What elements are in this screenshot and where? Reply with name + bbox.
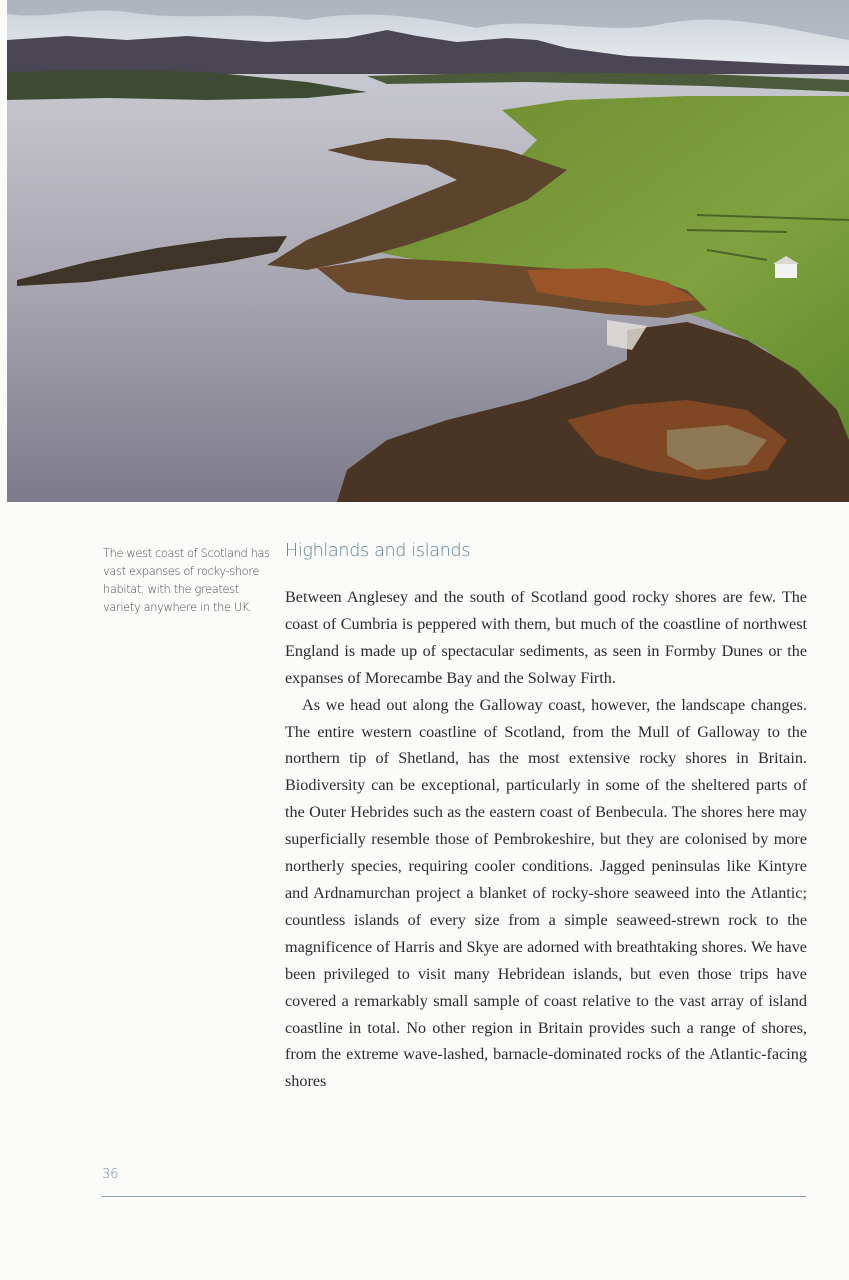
section-title: Highlands and islands xyxy=(285,541,471,561)
coastline-illustration xyxy=(7,0,849,502)
footer-rule xyxy=(102,1196,806,1197)
paragraph: As we head out along the Galloway coast, however, the landscape changes. The entire western coastline of Scotland, from the Mull of Galloway to the northern tip of Shetland, has the most extensive rocky shores in Britain. Biodiversity can be exceptional, particularly in some of the sheltered parts of the Outer Hebrides such as the eastern coast of Benbecula. The shores here may superficially resemble those of Pembrokeshire, but they are colonised by more northerly species, requiring cooler conditions. Jagged peninsulas like Kintyre and Ardnamurchan project a blanket of rocky-shore seaweed into the Atlantic; countless islands of every size from a simple seaweed-strewn rock to the magnificence of Harris and Skye are adorned with breathtaking shores. We have been privileged to visit many Hebridean islands, but even those trips have covered a remarkably small sample of coast relative to the vast array of island coastline in total. No other region in Britain provides such a range of shores, from the extreme wave-lashed, barnacle-dominated rocks of the Atlantic-facing shores xyxy=(285,695,807,1091)
coastline-photo xyxy=(7,0,849,502)
body-text xyxy=(285,584,807,1095)
cottage xyxy=(775,262,797,278)
photo-caption: The west coast of Scotland has vast expanses of rocky-shore habitat, with the greatest variety anywhere in the UK. xyxy=(103,546,270,614)
page-number: 36 xyxy=(102,1167,119,1182)
paragraph: Between Anglesey and the south of Scotland good rocky shores are few. The coast of Cumbria is peppered with them, but much of the coastline of northwest England is made up of spectacular sediments, as seen in Formby Dunes or the expanses of Morecambe Bay and the Solway Firth. xyxy=(285,588,807,687)
